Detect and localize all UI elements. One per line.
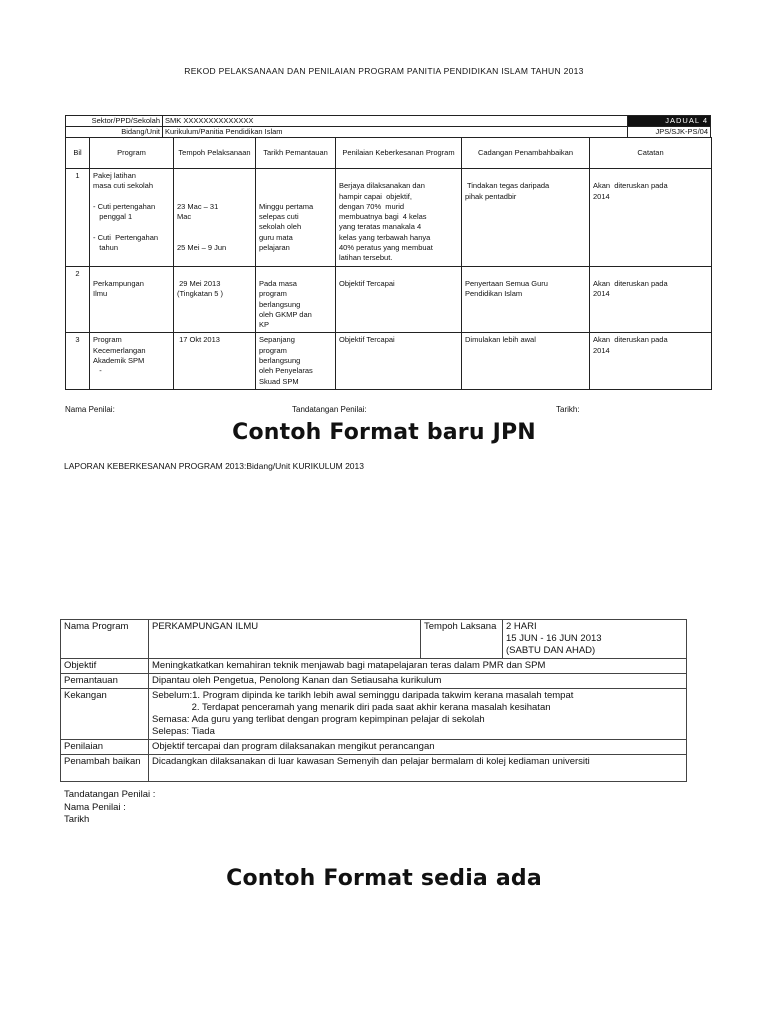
cell-line	[177, 171, 252, 181]
cell-line	[259, 181, 332, 191]
cell-line: 23 Mac – 31	[177, 201, 219, 211]
duration-line: (SABTU DAN AHAD)	[506, 645, 596, 656]
signature2-line-name: Nama Penilai :	[64, 802, 126, 813]
cell-line	[465, 269, 586, 279]
row-value	[149, 659, 687, 674]
cell-line: 40% peratus yang membuat	[339, 243, 433, 253]
cell-line: program	[259, 289, 287, 299]
cell-line: KP	[259, 320, 270, 330]
cell-cadangan	[462, 169, 590, 267]
cell-line	[93, 192, 170, 202]
cell-penilaian	[336, 266, 462, 333]
table-row	[66, 266, 712, 333]
cell-line: masa cuti sekolah	[93, 181, 154, 191]
table-row	[66, 169, 712, 267]
row-number: 2	[66, 266, 90, 333]
cell-line: - Cuti Pertengahan	[93, 232, 159, 242]
duration-line: 15 JUN - 16 JUN 2013	[506, 633, 602, 644]
cell-line: berlangsung	[259, 299, 301, 309]
row-value-line: Dicadangkan dilaksanakan di luar kawasan Semenyih dan pelajar bermalam di kolej kediaman universiti	[152, 756, 590, 767]
row-label: Penilaian	[61, 740, 149, 755]
cell-line: hampir capai objektif,	[339, 191, 412, 201]
cell-line	[93, 222, 170, 232]
cell-line: Minggu pertama	[259, 201, 314, 211]
cell-line: penggal 1	[93, 212, 133, 222]
cell-line: oleh GKMP dan	[259, 309, 312, 319]
row-value	[149, 740, 687, 755]
cell-line: 2014	[593, 289, 610, 299]
cell-line: Kecemerlangan	[93, 345, 146, 355]
cell-program	[90, 266, 174, 333]
column-header: Catatan	[590, 138, 712, 169]
cell-line: latihan tersebut.	[339, 253, 393, 263]
cell-line: Akan diteruskan pada	[593, 335, 668, 345]
cell-line	[259, 269, 332, 279]
cell-line: tahun	[93, 243, 119, 253]
program-report-table	[60, 619, 687, 782]
cell-line: Tindakan tegas daripada	[465, 181, 550, 191]
column-header: Cadangan Penambahbaikan	[462, 138, 590, 169]
table-header-row	[66, 138, 712, 169]
cell-program	[90, 169, 174, 267]
cell-line: - Cuti pertengahan	[93, 201, 156, 211]
row-value-line: Dipantau oleh Pengetua, Penolong Kanan dan Setiausaha kurikulum	[152, 675, 442, 686]
row-value-line: Meningkatkatkan kemahiran teknik menjawab bagi matapelajaran teras dalam PMR dan SPM	[152, 660, 546, 671]
sector-value: SMK XXXXXXXXXXXXXX	[163, 116, 628, 127]
table-row	[61, 659, 687, 674]
row-value	[149, 674, 687, 689]
cell-line: Pendidikan Islam	[465, 289, 523, 299]
duration-line: 2 HARI	[506, 621, 537, 632]
cell-line	[93, 269, 170, 279]
cell-line: Akan diteruskan pada	[593, 278, 668, 288]
program-name-label: Nama Program	[61, 620, 149, 659]
cell-line	[259, 192, 332, 202]
cell-line: Pada masa	[259, 278, 297, 288]
cell-line: membuatnya bagi 4 kelas	[339, 212, 427, 222]
cell-line: 2014	[593, 191, 610, 201]
cell-line: sekolah oleh	[259, 222, 302, 232]
cell-line: guru mata	[259, 232, 293, 242]
row-number: 1	[66, 169, 90, 267]
cell-line: Program	[93, 335, 122, 345]
cell-line: oleh Penyelaras	[259, 366, 313, 376]
cell-line: yang teratas manakala 4	[339, 222, 422, 232]
column-header: Tarikh Pemantauan	[256, 138, 336, 169]
cell-line: Perkampungan	[93, 278, 144, 288]
row-value-line: Sebelum:1. Program dipinda ke tarikh lebih awal seminggu daripada takwim kerana masalah tempat	[152, 690, 574, 701]
schedule-code: JADUAL 4	[628, 116, 711, 127]
row-label: Penambah baikan	[61, 755, 149, 782]
cell-penilaian	[336, 169, 462, 267]
cell-line: Sepanjang	[259, 335, 295, 345]
table-row	[61, 755, 687, 782]
row-value-line: Objektif tercapai dan program dilaksanakan mengikut perancangan	[152, 741, 435, 752]
cell-line	[593, 171, 708, 181]
cell-tarikh	[256, 169, 336, 267]
table-row	[61, 674, 687, 689]
sector-label: Sektor/PPD/Sekolah	[66, 116, 163, 127]
cell-line	[177, 222, 252, 232]
program-record-table	[65, 137, 712, 390]
cell-line	[177, 181, 252, 191]
form-code: JPS/SJK-PS/04	[628, 127, 711, 138]
cell-line: 2014	[593, 345, 610, 355]
cell-tempoh	[174, 266, 256, 333]
cell-line	[593, 269, 708, 279]
column-header: Penilaian Keberkesanan Program	[336, 138, 462, 169]
cell-cadangan	[462, 266, 590, 333]
cell-line: Pakej latihan	[93, 171, 136, 180]
cell-program	[90, 333, 174, 389]
row-value	[149, 689, 687, 740]
table-row	[66, 333, 712, 389]
caption-existing-format: Contoh Format sedia ada	[226, 866, 542, 891]
report-heading: LAPORAN KEBERKESANAN PROGRAM 2013:Bidang/Unit KURIKULUM 2013	[64, 461, 364, 471]
evaluator-signature-label: Tandatangan Penilai:	[292, 405, 367, 414]
cell-line: Akademik SPM	[93, 356, 145, 366]
cell-line	[259, 171, 332, 181]
cell-line: (Tingkatan 5 )	[177, 289, 223, 299]
cell-line: Objektif Tercapai	[339, 278, 395, 288]
caption-new-format: Contoh Format baru JPN	[232, 420, 536, 445]
signature2-line-date: Tarikh	[64, 814, 90, 825]
row-label: Pemantauan	[61, 674, 149, 689]
cell-tarikh	[256, 266, 336, 333]
cell-tempoh	[174, 169, 256, 267]
evaluator-name-label: Nama Penilai:	[65, 405, 115, 414]
cell-tempoh	[174, 333, 256, 389]
column-header: Bil	[66, 138, 90, 169]
cell-line: -	[93, 366, 102, 376]
cell-catatan	[590, 169, 712, 267]
table-row	[61, 620, 687, 659]
cell-line	[339, 269, 458, 279]
row-value-line: Selepas: Tiada	[152, 726, 215, 737]
cell-line: Akan diteruskan pada	[593, 181, 668, 191]
document-title: REKOD PELAKSANAAN DAN PENILAIAN PROGRAM PANITIA PENDIDIKAN ISLAM TAHUN 2013	[184, 66, 584, 76]
cell-line: 25 Mei – 9 Jun	[177, 243, 227, 253]
cell-line: Dimulakan lebih awal	[465, 335, 536, 345]
duration-value	[503, 620, 687, 659]
row-value	[149, 755, 687, 782]
cell-cadangan	[462, 333, 590, 389]
cell-line	[177, 192, 252, 202]
cell-line: selepas cuti	[259, 212, 299, 222]
cell-line	[177, 269, 252, 279]
cell-line: berlangsung	[259, 356, 301, 366]
cell-line: Mac	[177, 212, 192, 222]
cell-line: Objektif Tercapai	[339, 335, 395, 345]
table-row	[61, 740, 687, 755]
header-table	[65, 115, 711, 138]
row-label: Objektif	[61, 659, 149, 674]
cell-line	[339, 171, 458, 181]
cell-line: Berjaya dilaksanakan dan	[339, 181, 425, 191]
cell-line: dengan 70% murid	[339, 201, 405, 211]
cell-catatan	[590, 266, 712, 333]
cell-line	[465, 171, 586, 181]
cell-line: Ilmu	[93, 289, 108, 299]
row-value-line: Semasa: Ada guru yang terlibat dengan program kepimpinan pelajar di sekolah	[152, 714, 485, 725]
cell-line: pihak pentadbir	[465, 191, 517, 201]
program-name-value: PERKAMPUNGAN ILMU	[149, 620, 421, 659]
table-row	[61, 689, 687, 740]
date-label: Tarikh:	[556, 405, 580, 414]
row-value-line: 2. Terdapat penceramah yang menarik diri pada saat akhir kerana masalah kesihatan	[152, 702, 551, 713]
signature2-line-signature: Tandatangan Penilai :	[64, 789, 156, 800]
column-header: Program	[90, 138, 174, 169]
cell-penilaian	[336, 333, 462, 389]
cell-line: 29 Mei 2013	[177, 278, 221, 288]
cell-line: pelajaran	[259, 243, 290, 253]
row-number: 3	[66, 333, 90, 389]
cell-line: Skuad SPM	[259, 376, 299, 386]
row-label: Kekangan	[61, 689, 149, 740]
cell-line: Penyertaan Semua Guru	[465, 278, 548, 288]
cell-catatan	[590, 333, 712, 389]
cell-line: 17 Okt 2013	[177, 335, 220, 345]
cell-tarikh	[256, 333, 336, 389]
cell-line	[177, 233, 252, 243]
unit-value: Kurikulum/Panitia Pendidikan Islam	[163, 127, 628, 138]
column-header: Tempoh Pelaksanaan	[174, 138, 256, 169]
duration-label: Tempoh Laksana	[421, 620, 503, 659]
cell-line: program	[259, 345, 287, 355]
cell-line: kelas yang terbawah hanya	[339, 232, 431, 242]
unit-label: Bidang/Unit	[66, 127, 163, 138]
